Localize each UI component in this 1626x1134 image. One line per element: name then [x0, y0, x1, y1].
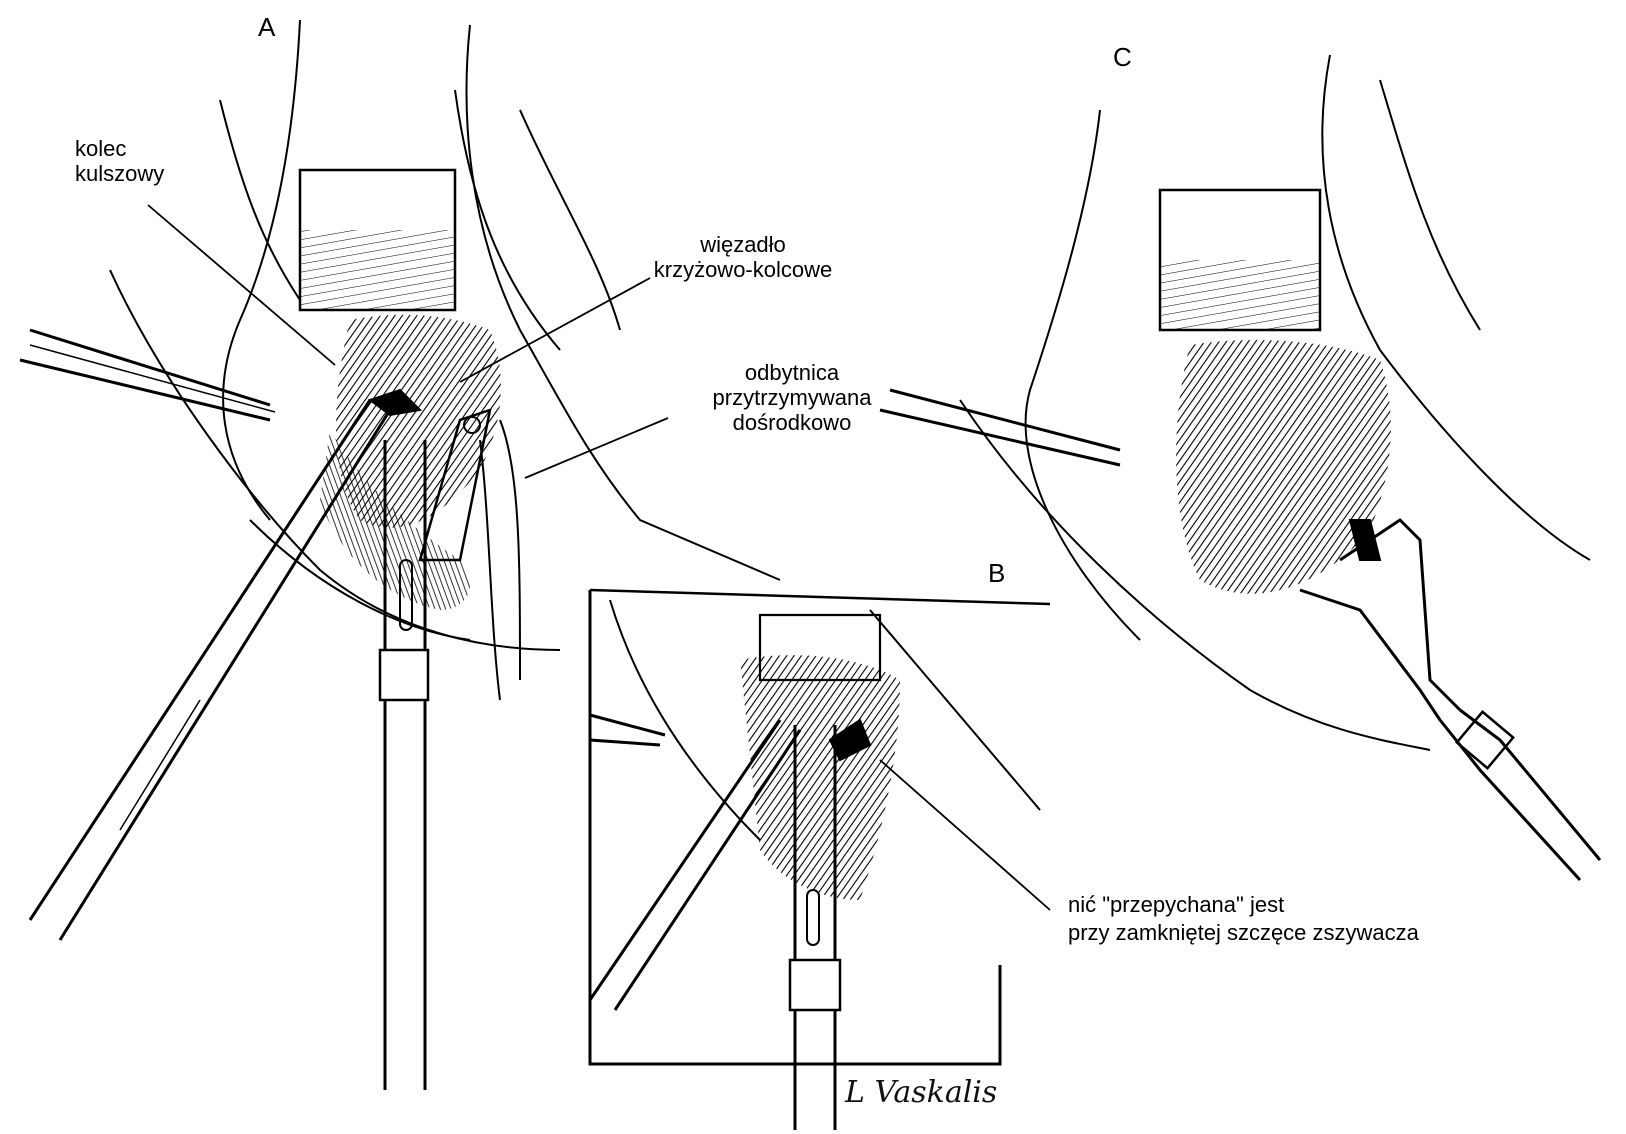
- panel-b-label: B: [988, 558, 1006, 588]
- panel-b-drawing: [590, 590, 1050, 1130]
- label-rectum-retracted: odbytnica przytrzymywana dośrodkowo: [712, 360, 872, 435]
- panel-c-drawing: [880, 55, 1600, 880]
- label-suture-note-line2: przy zamkniętej szczęce zszywacza: [1068, 920, 1419, 945]
- label-ischial-spine: kolec kulszowy: [75, 136, 165, 186]
- panel-c-label: C: [1113, 42, 1132, 72]
- label-suture-note-line1: nić "przepychana" jest: [1068, 892, 1285, 917]
- artist-signature: L Vaskalis: [845, 1075, 998, 1110]
- panel-a-label: A: [258, 12, 276, 42]
- label-sacrospinous-ligament: więzadło krzyżowo-kolcowe: [653, 232, 833, 282]
